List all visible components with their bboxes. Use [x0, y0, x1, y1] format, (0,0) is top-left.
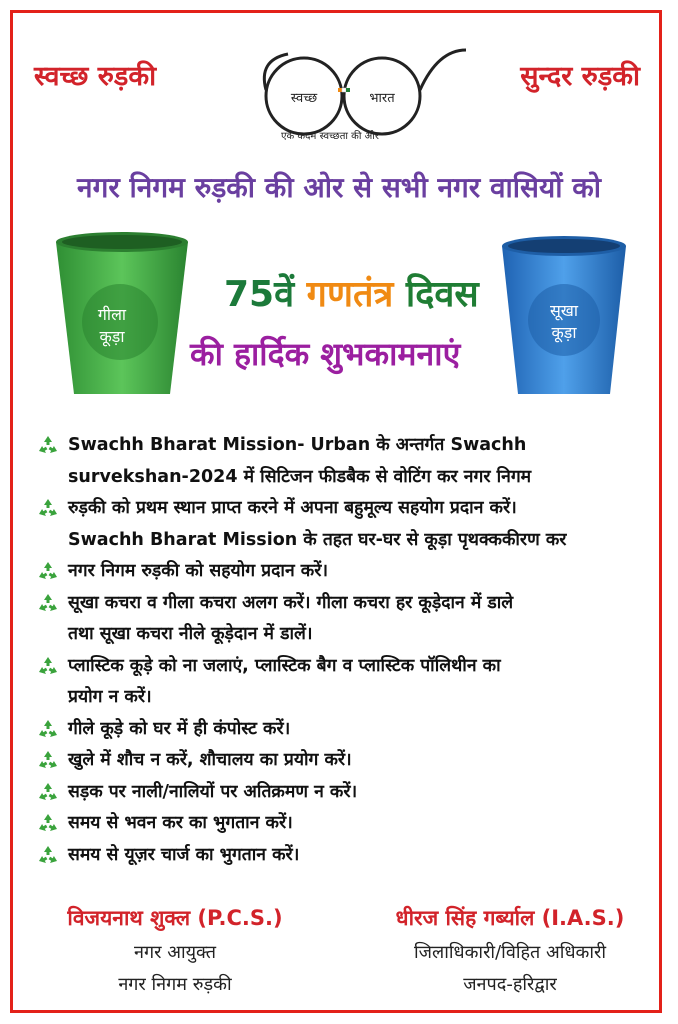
list-item-text: खुले में शौच न करें, शौचालय का प्रयोग करें।	[68, 750, 352, 770]
recycle-icon	[36, 592, 60, 616]
recycle-icon	[36, 781, 60, 805]
logo-right-text: भारत	[369, 91, 395, 106]
signatory-office: नगर निगम रुड़की	[118, 974, 232, 995]
list-item	[36, 808, 656, 840]
greeting-text: की हार्दिक शुभकामनाएं	[190, 335, 461, 373]
signatory-office: जनपद-हरिद्वार	[463, 974, 557, 995]
list-item-text: सूखा कचरा व गीला कचरा अलग करें। गीला कचरा हर कूड़ेदान में डाले	[68, 592, 514, 613]
list-item	[36, 588, 656, 620]
signatory-designation: नगर आयुक्त	[134, 942, 216, 963]
recycle-icon	[36, 749, 60, 773]
slogan-sundar-roorkee: सुन्दर रुड़की	[520, 61, 640, 92]
list-item-text: प्लास्टिक कूड़े को ना जलाएं, प्लास्टिक बैग व प्लास्टिक पॉलिथीन का	[68, 655, 501, 676]
recycle-icon	[36, 844, 60, 868]
list-item	[36, 840, 656, 872]
signatory-name: धीरज सिंह गर्ब्याल (I.A.S.)	[395, 906, 625, 930]
list-item-text: सड़क पर नाली/नालियों पर अतिक्रमण न करें।	[68, 781, 358, 802]
list-item-continuation	[36, 462, 656, 494]
signatory-municipal-commissioner	[20, 904, 330, 996]
list-item-continuation	[36, 525, 656, 557]
list-item-text: तथा सूखा कचरा नीले कूड़ेदान में डालें।	[68, 624, 313, 644]
slogan-swachh-roorkee: स्वच्छ रुड़की	[34, 61, 157, 92]
swachh-bharat-glasses-logo	[248, 40, 468, 140]
guidelines-list	[36, 430, 656, 871]
recycle-icon	[36, 655, 60, 679]
logo-left-text: स्वच्छ	[290, 91, 318, 106]
list-item	[36, 714, 656, 746]
list-item-text: गीले कूड़े को घर में ही कंपोस्ट करें।	[68, 718, 291, 739]
list-item-text: रुड़की को प्रथम स्थान प्राप्त करने में अपना बहुमूल्य सहयोग प्रदान करें।	[68, 498, 517, 518]
list-item	[36, 493, 656, 525]
list-item-continuation	[36, 682, 656, 714]
signatory-district-magistrate	[360, 904, 660, 996]
list-item	[36, 651, 656, 683]
headline: नगर निगम रुड़की की ओर से सभी नगर वासियों को	[77, 171, 601, 204]
list-item-continuation	[36, 619, 656, 651]
list-item-text: समय से यूज़र चार्ज का भुगतान करें।	[68, 844, 300, 865]
recycle-icon	[36, 560, 60, 584]
list-item-text: नगर निगम रुड़की को सहयोग प्रदान करें।	[68, 561, 328, 581]
list-item-text: survekshan-2024 में सिटिजन फीडबैक से वोटिंग कर नगर निगम	[68, 466, 532, 487]
list-item-text: प्रयोग न करें।	[68, 687, 152, 707]
list-item	[36, 430, 656, 462]
recycle-icon	[36, 434, 60, 458]
recycle-icon	[36, 812, 60, 836]
list-item-text: Swachh Bharat Mission- Urban के अन्तर्गत Swachh	[68, 435, 527, 455]
recycle-icon	[36, 718, 60, 742]
list-item-text: समय से भवन कर का भुगतान करें।	[68, 813, 293, 833]
green-bin-label: गीला कूड़ा	[97, 305, 127, 346]
list-item	[36, 777, 656, 809]
blue-bin-label: सूखा कूड़ा	[549, 301, 579, 342]
recycle-icon	[36, 497, 60, 521]
republic-day-title: 75वें गणतंत्र दिवस	[224, 274, 479, 315]
signatory-designation: जिलाधिकारी/विहित अधिकारी	[413, 942, 607, 963]
logo-tagline: एक कदम स्वच्छता की ओर	[281, 131, 379, 142]
list-item-text: Swachh Bharat Mission के तहत घर-घर से कूड़ा पृथक्ककीरण कर	[68, 529, 567, 550]
signatory-name: विजयनाथ शुक्ल (P.C.S.)	[67, 906, 283, 930]
list-item	[36, 556, 656, 588]
list-item	[36, 745, 656, 777]
